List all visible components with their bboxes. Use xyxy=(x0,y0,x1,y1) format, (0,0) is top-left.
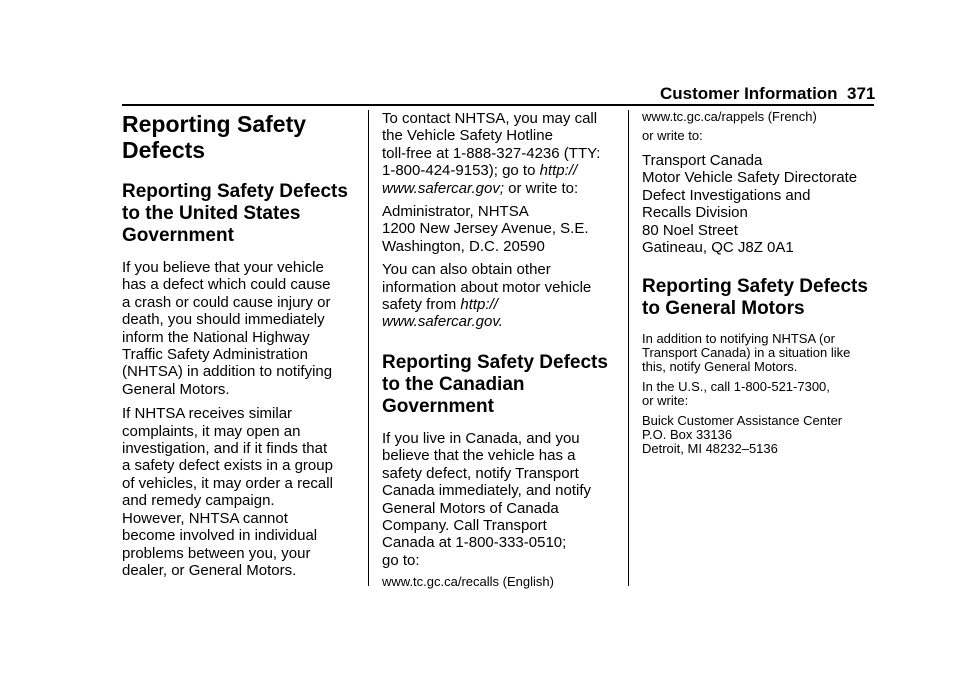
canadian-government-heading: Reporting Safety Defects to the Canadian Government xyxy=(382,351,608,417)
nhtsa-address: Administrator, NHTSA 1200 New Jersey Avenue, S.E. Washington, D.C. 20590 xyxy=(382,203,589,255)
section-title: Reporting Safety Defects xyxy=(122,111,307,163)
nhtsa-contact-suffix: or write to: xyxy=(504,179,579,197)
gm-paragraph-2: In the U.S., call 1-800-521-7300, or write: xyxy=(642,379,830,409)
nhtsa-contact-paragraph xyxy=(382,110,614,197)
us-paragraph-1: If you believe that your vehicle has a defect which could cause a crash or could cause injury or death, you should immediately inform the National Highway Traffic Safety Administration (NHTSA) in addition to notifying General Motors. xyxy=(122,259,333,398)
other-info-text: You can also obtain other information about motor vehicle safety from xyxy=(382,261,592,314)
column-divider xyxy=(368,110,369,586)
column-divider xyxy=(628,110,629,586)
column-3 xyxy=(642,110,874,462)
us-government-heading: Reporting Safety Defects to the United States Government xyxy=(122,181,348,246)
column-1 xyxy=(122,111,352,586)
header-rule xyxy=(122,104,874,106)
recalls-url[interactable]: www.tc.gc.ca/recalls (English) xyxy=(382,574,554,590)
nhtsa-contact-text: To contact NHTSA, you may call the Vehicle Safety Hotline toll-free at 1-888-327-4236 (TTY: 1-800-424-9153); go to xyxy=(382,110,601,180)
other-info-paragraph xyxy=(382,261,614,331)
general-motors-heading: Reporting Safety Defects to General Motors xyxy=(642,276,868,320)
canada-paragraph: If you live in Canada, and you believe that the vehicle has a safety defect, notify Transport Canada immediately, and notify General Motors of Canada Company. Call Transport Canada at 1-800-333-0510; go to: xyxy=(382,429,592,569)
safercar-link[interactable]: http:// www.safercar.gov; xyxy=(382,162,578,197)
transport-canada-address: Transport Canada Motor Vehicle Safety Directorate Defect Investigations and Recalls Division 80 Noel Street Gatineau, QC J8Z 0A1 xyxy=(642,152,858,257)
or-write-text: or write to: xyxy=(642,128,703,143)
page-number: 371 xyxy=(847,84,876,103)
rappels-url[interactable]: www.tc.gc.ca/rappels (French) xyxy=(642,109,817,124)
gm-paragraph-1: In addition to notifying NHTSA (or Transport Canada) in a situation like this, notify General Motors. xyxy=(642,331,851,375)
running-header-title: Customer Information xyxy=(660,84,838,103)
column-2 xyxy=(382,110,614,595)
us-paragraph-2: If NHTSA receives similar complaints, it may open an investigation, and if it finds that a safety defect exists in a group of vehicles, it may order a recall and remedy campaign. However, NHTSA cannot become involved in individual problems between you, your dealer, or General Motors. xyxy=(122,405,333,579)
safercar-link-2[interactable]: http:// www.safercar.gov. xyxy=(382,296,503,331)
gm-address: Buick Customer Assistance Center P.O. Box 33136 Detroit, MI 48232–5136 xyxy=(642,413,843,457)
